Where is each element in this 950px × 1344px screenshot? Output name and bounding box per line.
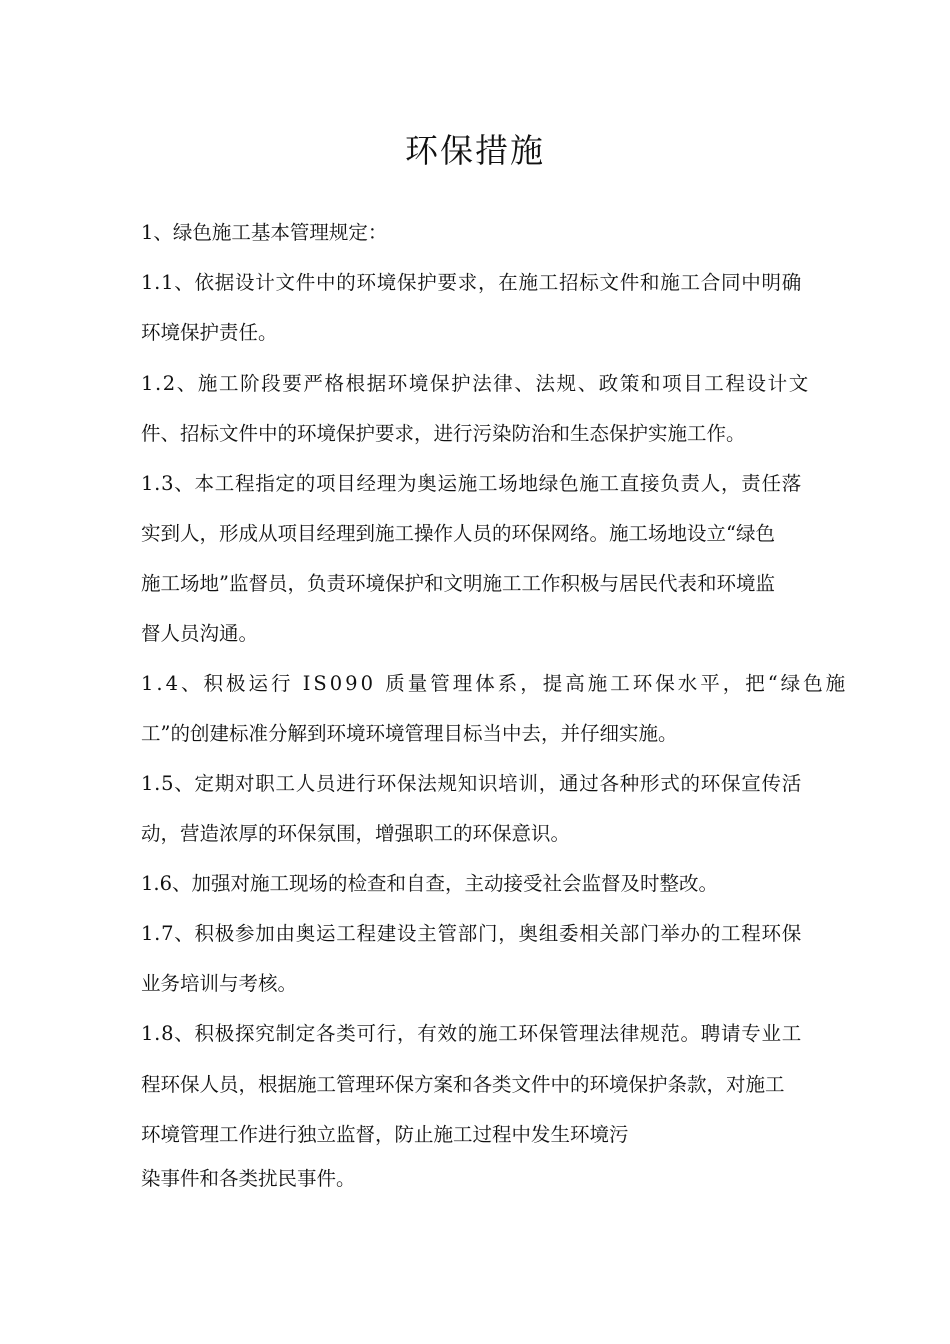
text-line: 1.6、加强对施工现场的检查和自查，主动接受社会监督及时整改。 — [141, 872, 719, 895]
text-line: 1.5、定期对职工人员进行环保法规知识培训，通过各种形式的环保宣传活 — [141, 772, 803, 795]
page-title: 环保措施 — [405, 131, 545, 170]
text-line: 环境管理工作进行独立监督，防止施工过程中发生环境污 — [141, 1123, 629, 1146]
text-line: 环境保护责任。 — [141, 321, 278, 344]
text-line: 施工场地”监督员，负责环境保护和文明施工工作积极与居民代表和环境监 — [141, 572, 775, 595]
text-line: 1.7、积极参加由奥运工程建设主管部门，奥组委相关部门举办的工程环保 — [141, 922, 803, 945]
text-line: 1.2、施工阶段要严格根据环境保护法律、法规、政策和项目工程设计文 — [141, 372, 810, 395]
text-line: 业务培训与考核。 — [141, 972, 298, 995]
text-line: 1、绿色施工基本管理规定： — [141, 221, 388, 244]
text-line: 1.3、本工程指定的项目经理为奥运施工场地绿色施工直接负责人，责任落 — [141, 472, 803, 495]
text-line: 1.1、依据设计文件中的环境保护要求，在施工招标文件和施工合同中明确 — [141, 271, 803, 294]
text-line: 1.8、积极探究制定各类可行，有效的施工环保管理法律规范。聘请专业工 — [141, 1022, 803, 1045]
text-line: 督人员沟通。 — [141, 622, 259, 645]
text-line: 工”的创建标准分解到环境环境管理目标当中去，并仔细实施。 — [141, 722, 678, 745]
text-line: 件、招标文件中的环境保护要求，进行污染防治和生态保护实施工作。 — [141, 422, 746, 445]
text-line: 1.4、积极运行 IS090 质量管理体系，提高施工环保水平，把“绿色施 — [141, 672, 849, 695]
text-line: 动，营造浓厚的环保氛围，增强职工的环保意识。 — [141, 822, 571, 845]
text-line: 实到人，形成从项目经理到施工操作人员的环保网络。施工场地设立“绿色 — [141, 522, 775, 545]
text-line: 程环保人员，根据施工管理环保方案和各类文件中的环境保护条款，对施工 — [141, 1073, 785, 1096]
text-line: 染事件和各类扰民事件。 — [141, 1167, 356, 1190]
